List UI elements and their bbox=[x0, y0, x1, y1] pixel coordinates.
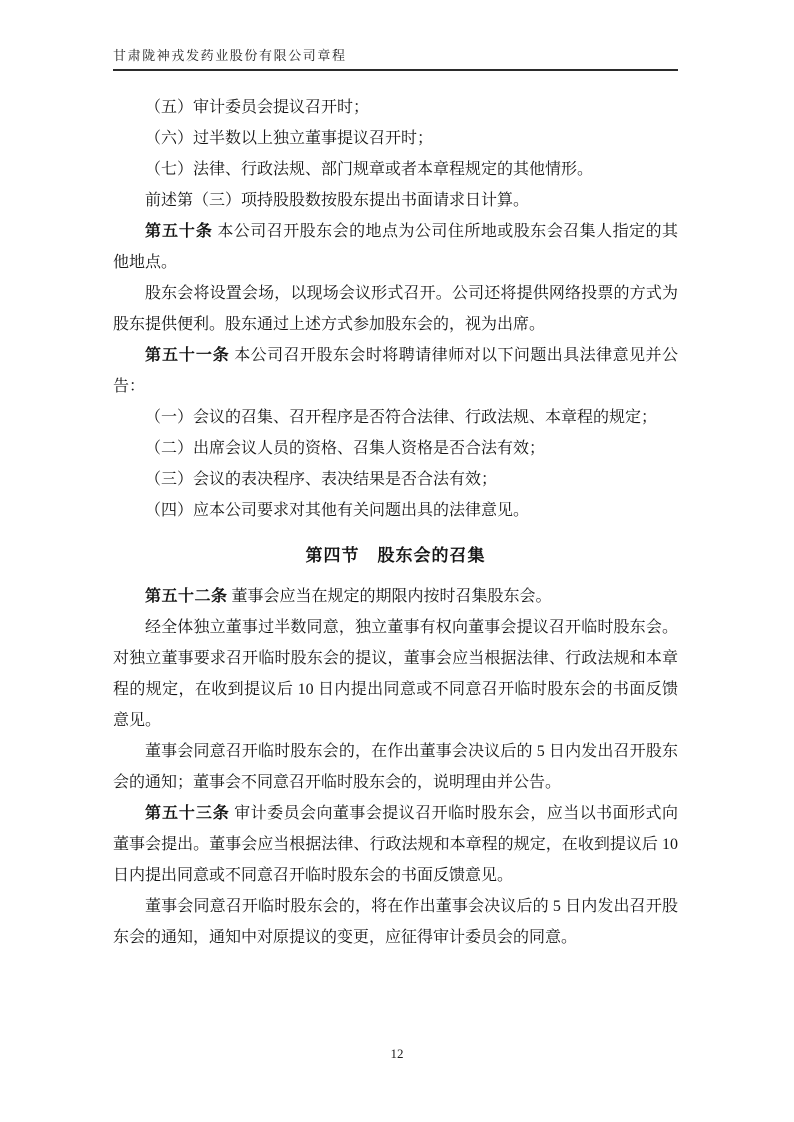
list-item: （五）审计委员会提议召开时； bbox=[145, 99, 370, 116]
article-paragraph bbox=[113, 798, 678, 891]
paragraph: 股东会将设置会场，以现场会议形式召开。公司还将提供网络投票的方式为股东提供便利。股东通过上述方式参加股东会的，视为出席。 bbox=[113, 285, 678, 333]
list-item: （二）出席会议人员的资格、召集人资格是否合法有效； bbox=[145, 440, 546, 457]
list-item: （六）过半数以上独立董事提议召开时； bbox=[145, 130, 434, 147]
paragraph: 董事会同意召开临时股东会的，在作出董事会决议后的 5 日内发出召开股东会的通知；董事会不同意召开临时股东会的，说明理由并公告。 bbox=[113, 743, 678, 791]
article-paragraph bbox=[113, 340, 678, 402]
page-number: 12 bbox=[390, 1046, 404, 1061]
paragraph: 前述第（三）项持股股数按股东提出书面请求日计算。 bbox=[145, 192, 530, 209]
article-text: 本公司召开股东会时将聘请律师对以下问题出具法律意见并公告： bbox=[113, 347, 678, 395]
article-paragraph bbox=[113, 216, 678, 278]
paragraph: 经全体独立董事过半数同意，独立董事有权向董事会提议召开临时股东会。对独立董事要求召开临时股东会的提议，董事会应当根据法律、行政法规和本章程的规定，在收到提议后 10 日内提出同意或不同意召开临时股东会的书面反馈意见。 bbox=[113, 619, 678, 729]
paragraph: 董事会同意召开临时股东会的，将在作出董事会决议后的 5 日内发出召开股东会的通知，通知中对原提议的变更，应征得审计委员会的同意。 bbox=[113, 898, 678, 946]
list-item: （三）会议的表决程序、表决结果是否合法有效； bbox=[145, 471, 498, 488]
header-rule bbox=[113, 69, 678, 71]
list-item: （一）会议的召集、召开程序是否符合法律、行政法规、本章程的规定； bbox=[145, 409, 658, 426]
document-body bbox=[113, 92, 678, 953]
article-text: 本公司召开股东会的地点为公司住所地或股东会召集人指定的其他地点。 bbox=[113, 223, 678, 271]
header-title: 甘肃陇神戎发药业股份有限公司章程 bbox=[113, 48, 347, 63]
article-number: 第五十条 bbox=[145, 223, 213, 240]
page-header bbox=[113, 46, 678, 71]
article-number: 第五十三条 bbox=[145, 805, 230, 822]
article-text: 董事会应当在规定的期限内按时召集股东会。 bbox=[227, 588, 552, 605]
article-text: 审计委员会向董事会提议召开临时股东会，应当以书面形式向董事会提出。董事会应当根据法律、行政法规和本章程的规定，在收到提议后 10 日内提出同意或不同意召开临时股东会的书面反馈意见。 bbox=[113, 805, 678, 884]
list-item: （七）法律、行政法规、部门规章或者本章程规定的其他情形。 bbox=[145, 161, 594, 178]
article-number: 第五十二条 bbox=[145, 588, 228, 605]
page-footer bbox=[0, 1046, 794, 1062]
section-heading: 第四节 股东会的召集 bbox=[305, 546, 486, 565]
list-item: （四）应本公司要求对其他有关问题出具的法律意见。 bbox=[145, 502, 530, 519]
article-number: 第五十一条 bbox=[145, 347, 230, 364]
article-paragraph bbox=[113, 581, 678, 612]
